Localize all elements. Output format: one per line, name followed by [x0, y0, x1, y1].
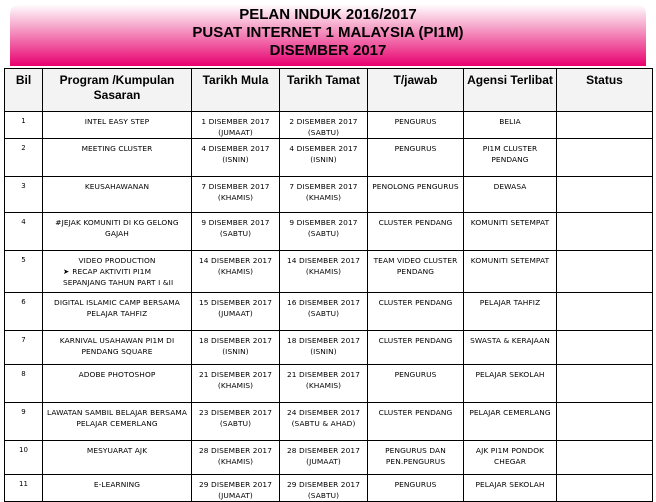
cell-tjawab: CLUSTER PENDANG [368, 331, 464, 365]
day: (SABTU) [219, 419, 252, 428]
cell-program [43, 139, 192, 177]
cell-tarikh-mula [192, 139, 280, 177]
program-name: E-LEARNING [93, 480, 141, 489]
day: (KHAMIS) [305, 381, 342, 390]
cell-program [43, 251, 192, 293]
table-row [5, 365, 653, 403]
cell-tarikh-tamat [280, 475, 368, 502]
day: (SABTU) [307, 309, 340, 318]
plan-table [4, 68, 653, 502]
program-name: LAWATAN SAMBIL BELAJAR BERSAMA PELAJAR CEMERLANG [46, 408, 188, 428]
table-row [5, 403, 653, 441]
cell-tarikh-mula [192, 293, 280, 331]
day: (KHAMIS) [217, 267, 254, 276]
day: (SABTU) [307, 128, 340, 137]
date: 18 DISEMBER 2017 [199, 336, 272, 345]
cell-tjawab: PENGURUS [368, 475, 464, 502]
date: 14 DISEMBER 2017 [287, 256, 360, 265]
program-name: ADOBE PHOTOSHOP [78, 370, 156, 379]
cell-tjawab: PENOLONG PENGURUS [368, 177, 464, 213]
cell-program [43, 475, 192, 502]
cell-bil: 5 [5, 251, 43, 293]
cell-bil: 2 [5, 139, 43, 177]
col-header-program: Program /Kumpulan Sasaran [43, 69, 192, 112]
cell-tarikh-mula [192, 331, 280, 365]
cell-tjawab: CLUSTER PENDANG [368, 403, 464, 441]
date: 28 DISEMBER 2017 [199, 446, 272, 455]
day: (KHAMIS) [217, 381, 254, 390]
cell-tarikh-mula [192, 475, 280, 502]
cell-bil: 10 [5, 441, 43, 475]
cell-program [43, 331, 192, 365]
day: (ISNIN) [310, 347, 337, 356]
date: 29 DISEMBER 2017 [287, 480, 360, 489]
date: 9 DISEMBER 2017 [201, 218, 270, 227]
cell-bil: 11 [5, 475, 43, 502]
cell-agensi: KOMUNITI SETEMPAT [464, 251, 557, 293]
table-row [5, 293, 653, 331]
cell-tjawab: TEAM VIDEO CLUSTER PENDANG [368, 251, 464, 293]
cell-tarikh-mula [192, 403, 280, 441]
cell-status [557, 293, 653, 331]
arrow-bullet-icon: ➤ [63, 267, 70, 276]
cell-tarikh-tamat [280, 251, 368, 293]
program-name: VIDEO PRODUCTION [78, 256, 156, 265]
cell-tarikh-tamat [280, 403, 368, 441]
col-header-tarikh-tamat: Tarikh Tamat [280, 69, 368, 112]
program-name: #JEJAK KOMUNITI DI KG GELONG GAJAH [55, 218, 179, 238]
date: 21 DISEMBER 2017 [199, 370, 272, 379]
date: 15 DISEMBER 2017 [199, 298, 272, 307]
date: 2 DISEMBER 2017 [289, 117, 358, 126]
date: 14 DISEMBER 2017 [199, 256, 272, 265]
program-name: DIGITAL ISLAMIC CAMP BERSAMA PELAJAR TAHFIZ [54, 298, 180, 318]
cell-tarikh-tamat [280, 331, 368, 365]
cell-program [43, 177, 192, 213]
cell-tjawab: PENGURUS [368, 112, 464, 139]
date: 1 DISEMBER 2017 [201, 117, 270, 126]
cell-tarikh-mula [192, 177, 280, 213]
table-row [5, 139, 653, 177]
cell-status [557, 365, 653, 403]
cell-tarikh-tamat [280, 139, 368, 177]
date: 23 DISEMBER 2017 [199, 408, 272, 417]
col-header-bil: Bil [5, 69, 43, 112]
date: 18 DISEMBER 2017 [287, 336, 360, 345]
cell-program [43, 293, 192, 331]
cell-agensi: PELAJAR SEKOLAH [464, 365, 557, 403]
table-body [5, 112, 653, 502]
cell-tarikh-tamat [280, 177, 368, 213]
program-name: MEETING CLUSTER [81, 144, 153, 153]
col-header-status: Status [557, 69, 653, 112]
cell-tarikh-mula [192, 112, 280, 139]
col-header-agensi: Agensi Terlibat [464, 69, 557, 112]
cell-status [557, 331, 653, 365]
cell-program [43, 441, 192, 475]
day: (JUMAAT) [218, 491, 253, 500]
date: 7 DISEMBER 2017 [201, 182, 270, 191]
day: (KHAMIS) [217, 457, 254, 466]
cell-tjawab: PENGURUS [368, 139, 464, 177]
cell-bil: 4 [5, 213, 43, 251]
day: (JUMAAT) [218, 309, 253, 318]
cell-tarikh-mula [192, 365, 280, 403]
title-line-3: DISEMBER 2017 [269, 42, 387, 59]
cell-status [557, 213, 653, 251]
date: 4 DISEMBER 2017 [289, 144, 358, 153]
cell-tjawab: CLUSTER PENDANG [368, 293, 464, 331]
day: (SABTU) [307, 229, 340, 238]
day: (JUMAAT) [306, 457, 341, 466]
date: 29 DISEMBER 2017 [199, 480, 272, 489]
day: (JUMAAT) [218, 128, 253, 137]
cell-bil: 6 [5, 293, 43, 331]
cell-tarikh-tamat [280, 365, 368, 403]
cell-program [43, 365, 192, 403]
day: (KHAMIS) [305, 267, 342, 276]
cell-tarikh-tamat [280, 213, 368, 251]
table-header-row [5, 69, 653, 112]
program-name: KEUSAHAWANAN [84, 182, 150, 191]
cell-status [557, 177, 653, 213]
table-row [5, 177, 653, 213]
table-row [5, 112, 653, 139]
cell-agensi: PELAJAR CEMERLANG [464, 403, 557, 441]
cell-bil: 1 [5, 112, 43, 139]
table-row [5, 331, 653, 365]
cell-status [557, 403, 653, 441]
cell-bil: 8 [5, 365, 43, 403]
cell-tarikh-tamat [280, 293, 368, 331]
cell-status [557, 441, 653, 475]
cell-bil: 3 [5, 177, 43, 213]
cell-status [557, 139, 653, 177]
col-header-tarikh-mula: Tarikh Mula [192, 69, 280, 112]
col-header-tjawab: T/jawab [368, 69, 464, 112]
table-row [5, 475, 653, 502]
cell-agensi: KOMUNITI SETEMPAT [464, 213, 557, 251]
date: 16 DISEMBER 2017 [287, 298, 360, 307]
day: (KHAMIS) [305, 193, 342, 202]
cell-tarikh-mula [192, 441, 280, 475]
day: (SABTU) [219, 229, 252, 238]
table-row [5, 213, 653, 251]
title-line-1: PELAN INDUK 2016/2017 [239, 6, 417, 23]
cell-agensi: DEWASA [464, 177, 557, 213]
program-subitem [45, 266, 189, 288]
cell-tarikh-mula [192, 251, 280, 293]
day: (ISNIN) [310, 155, 337, 164]
date: 9 DISEMBER 2017 [289, 218, 358, 227]
day: (SABTU) [307, 491, 340, 500]
cell-bil: 7 [5, 331, 43, 365]
date: 24 DISEMBER 2017 [287, 408, 360, 417]
cell-program [43, 112, 192, 139]
cell-bil: 9 [5, 403, 43, 441]
cell-tarikh-tamat [280, 441, 368, 475]
program-name: KARNIVAL USAHAWAN PI1M DI PENDANG SQUARE [59, 336, 175, 356]
day: (ISNIN) [222, 155, 249, 164]
date: 21 DISEMBER 2017 [287, 370, 360, 379]
cell-tjawab: PENGURUS [368, 365, 464, 403]
title-line-2: PUSAT INTERNET 1 MALAYSIA (PI1M) [192, 24, 464, 41]
cell-program [43, 403, 192, 441]
document-title [0, 6, 656, 60]
date: 28 DISEMBER 2017 [287, 446, 360, 455]
cell-program [43, 213, 192, 251]
cell-agensi: PI1M CLUSTER PENDANG [464, 139, 557, 177]
cell-agensi: PELAJAR TAHFIZ [464, 293, 557, 331]
table-row [5, 251, 653, 293]
cell-tjawab: PENGURUS DAN PEN.PENGURUS [368, 441, 464, 475]
date: 4 DISEMBER 2017 [201, 144, 270, 153]
program-name: INTEL EASY STEP [84, 117, 150, 126]
day: (ISNIN) [222, 347, 249, 356]
cell-agensi: BELIA [464, 112, 557, 139]
cell-agensi: PELAJAR SEKOLAH [464, 475, 557, 502]
cell-agensi: AJK PI1M PONDOK CHEGAR [464, 441, 557, 475]
cell-tarikh-mula [192, 213, 280, 251]
program-subitem-text: RECAP AKTIVITI PI1M SEPANJANG TAHUN PART I &II [63, 267, 174, 287]
cell-status [557, 251, 653, 293]
cell-tjawab: CLUSTER PENDANG [368, 213, 464, 251]
day: (KHAMIS) [217, 193, 254, 202]
date: 7 DISEMBER 2017 [289, 182, 358, 191]
cell-status [557, 475, 653, 502]
program-name: MESYUARAT AJK [86, 446, 148, 455]
cell-agensi: SWASTA & KERAJAAN [464, 331, 557, 365]
cell-tarikh-tamat [280, 112, 368, 139]
day: (SABTU & AHAD) [291, 419, 356, 428]
table-row [5, 441, 653, 475]
cell-status [557, 112, 653, 139]
